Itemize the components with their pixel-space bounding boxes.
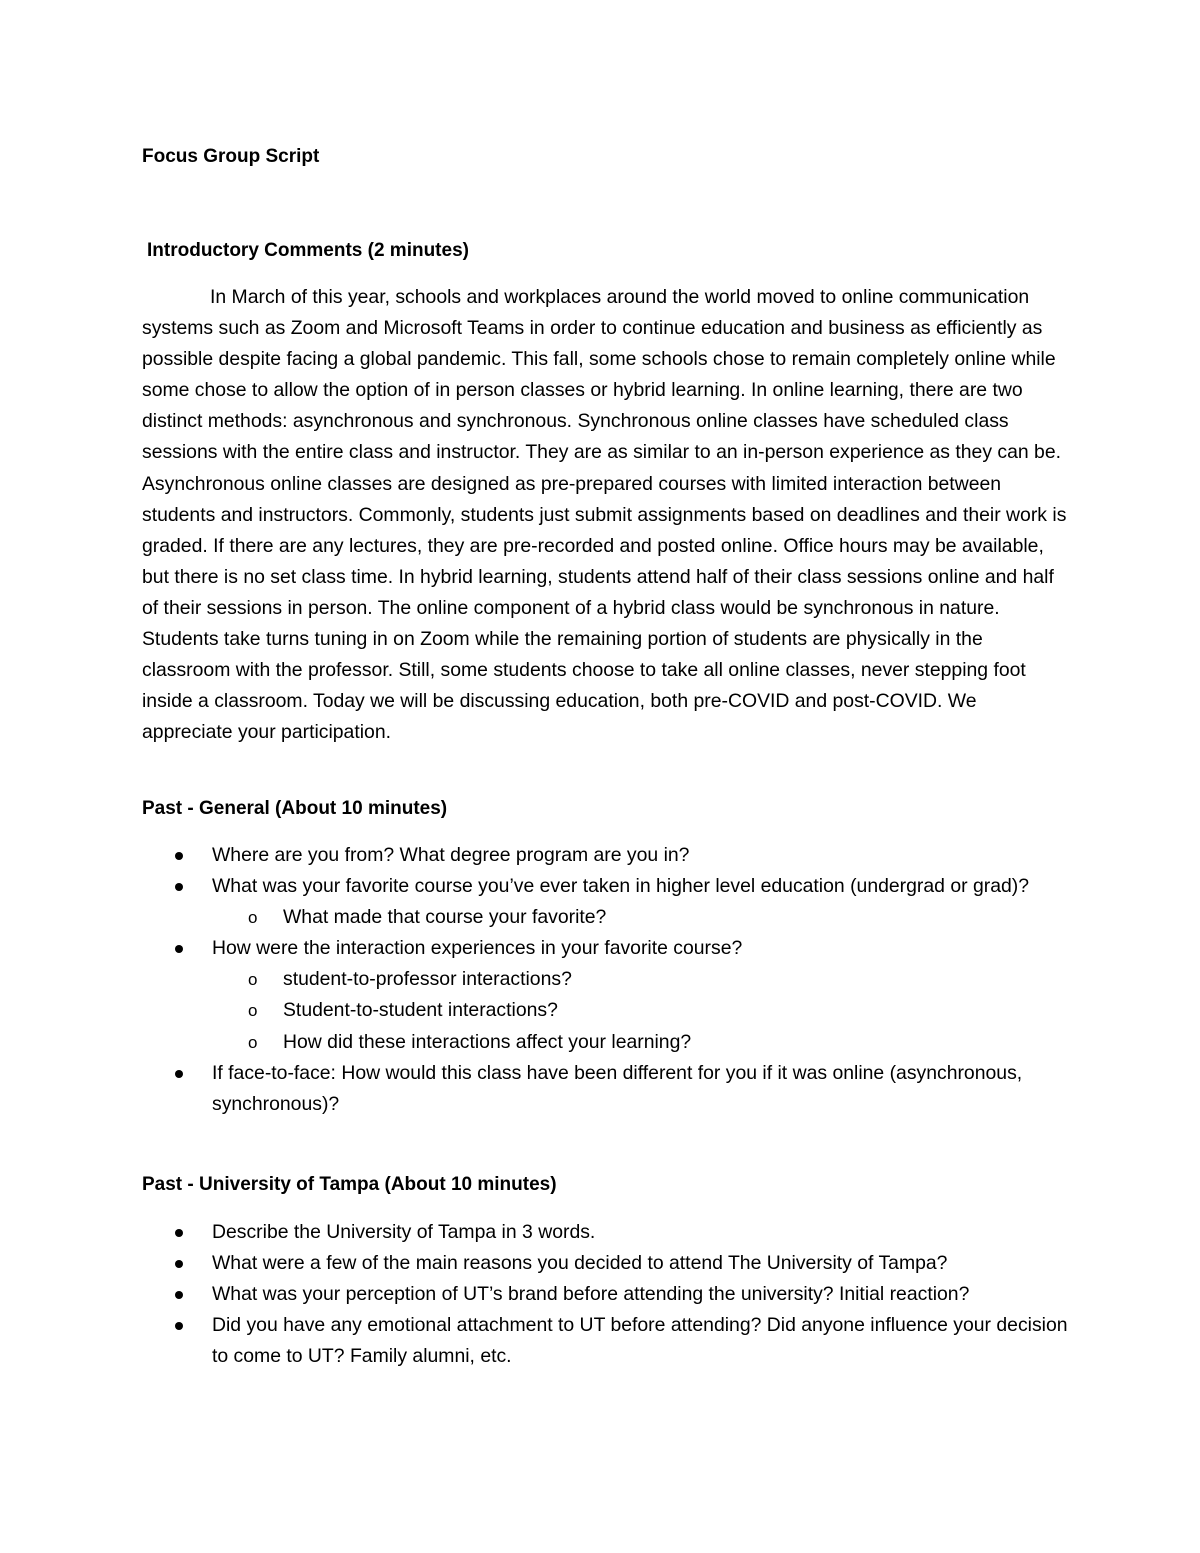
past-ut-heading: Past - University of Tampa (About 10 minutes) xyxy=(142,1174,557,1195)
hollow-bullet-icon: o xyxy=(248,1032,258,1052)
question-text: Where are you from? What degree program are you in? xyxy=(212,844,690,866)
question-item xyxy=(142,871,1072,933)
question-item xyxy=(142,840,1072,871)
question-text: What was your favorite course you’ve ever taken in higher level education (undergrad or grad)? xyxy=(212,875,1030,898)
question-text: What was your perception of UT’s brand before attending the university? Initial reaction? xyxy=(212,1283,970,1306)
sub-question-text: student-to-professor interactions? xyxy=(283,968,572,991)
hollow-bullet-icon: o xyxy=(248,1001,258,1021)
bullet-dot-icon xyxy=(175,945,183,953)
intro-paragraph: In March of this year, schools and workplaces around the world moved to online communication systems such as Zoom and Microsoft Teams in order to continue education and business as efficiently as possible despite facing a global pandemic. This fall, some schools chose to remain completely online while some chose to allow the option of in person classes or hybrid learning. In online learning, there are two distinct methods: asynchronous and synchronous. Synchronous online classes have scheduled class sessions with the entire class and instructor. They are as similar to an in-person experience as they can be. Asynchronous online classes are designed as pre-prepared courses with limited interaction between students and instructors. Commonly, students just submit assignments based on deadlines and their work is graded. If there are any lectures, they are pre-recorded and posted online. Office hours may be available, but there is no set class time. In hybrid learning, students attend half of their class sessions online and half of their sessions in person. The online component of a hybrid class would be synchronous in nature. Students take turns tuning in on Zoom while the remaining portion of students are physically in the classroom with the professor. Still, some students choose to take all online classes, never stepping foot inside a classroom. Today we will be discussing education, both pre-COVID and post-COVID. We appreciate your participation. xyxy=(142,286,1067,744)
bullet-dot-icon xyxy=(175,883,183,891)
question-item xyxy=(142,1248,1072,1279)
hollow-bullet-icon: o xyxy=(248,970,258,990)
sub-question-text: Student-to-student interactions? xyxy=(283,999,558,1022)
question-text: Describe the University of Tampa in 3 words. xyxy=(212,1221,596,1243)
document-title: Focus Group Script xyxy=(142,146,320,167)
sub-question-item xyxy=(212,995,1072,1026)
past-ut-question-list xyxy=(142,1217,1072,1372)
sub-question-item xyxy=(212,902,1072,933)
intro-heading: Introductory Comments (2 minutes) xyxy=(147,240,469,261)
sub-question-item xyxy=(212,1027,1072,1058)
question-item xyxy=(142,1217,1072,1248)
past-general-question-list xyxy=(142,840,1072,1120)
bullet-dot-icon xyxy=(175,1260,183,1268)
question-item xyxy=(142,1058,1072,1120)
bullet-dot-icon xyxy=(175,1291,183,1299)
sub-question-text: What made that course your favorite? xyxy=(283,906,607,929)
sub-question-text: How did these interactions affect your learning? xyxy=(283,1030,692,1053)
hollow-bullet-icon: o xyxy=(248,908,258,928)
question-item xyxy=(142,1279,1072,1310)
past-general-heading: Past - General (About 10 minutes) xyxy=(142,798,448,819)
sub-question-list xyxy=(212,902,1072,933)
bullet-dot-icon xyxy=(175,1229,183,1237)
sub-question-list xyxy=(212,964,1072,1057)
bullet-dot-icon xyxy=(175,852,183,860)
question-text: Did you have any emotional attachment to UT before attending? Did anyone influence your decision to come to UT? Family alumni, etc. xyxy=(212,1314,1068,1368)
question-text: How were the interaction experiences in your favorite course? xyxy=(212,937,743,960)
bullet-dot-icon xyxy=(175,1070,183,1078)
question-item xyxy=(142,933,1072,1057)
question-text: What were a few of the main reasons you decided to attend The University of Tampa? xyxy=(212,1252,948,1275)
bullet-dot-icon xyxy=(175,1322,183,1330)
question-text: If face-to-face: How would this class have been different for you if it was online (asynchronous, synchronous)? xyxy=(212,1061,1023,1115)
sub-question-item xyxy=(212,964,1072,995)
question-item xyxy=(142,1310,1072,1372)
